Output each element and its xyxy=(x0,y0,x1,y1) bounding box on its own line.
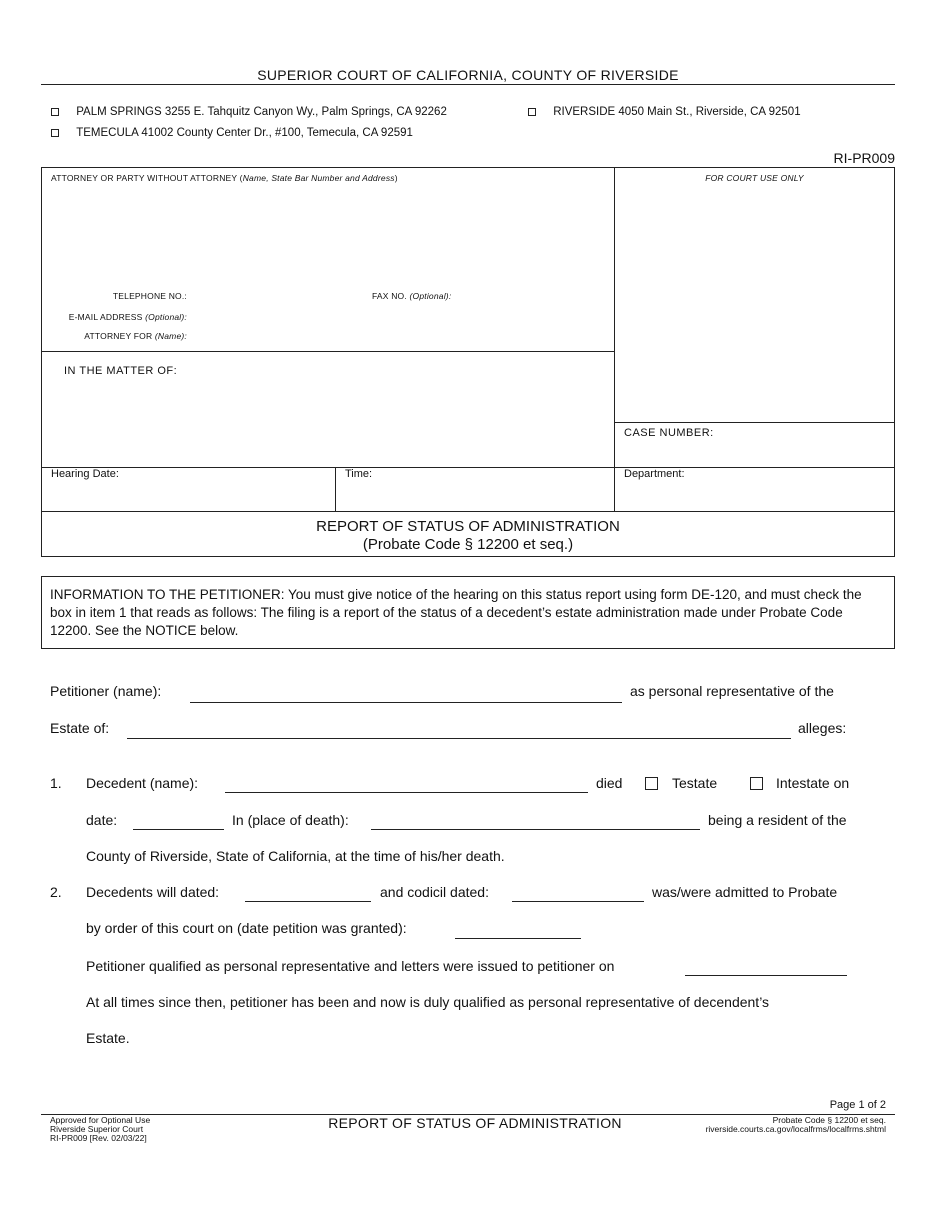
codicil-dated-label: and codicil dated: xyxy=(380,884,489,900)
riverside-checkbox[interactable] xyxy=(528,108,536,116)
decedent-name-field[interactable] xyxy=(225,792,588,793)
intestate-checkbox[interactable] xyxy=(750,775,763,793)
admitted-to-probate-text: was/were admitted to Probate xyxy=(652,884,838,900)
death-date-field[interactable] xyxy=(133,829,224,830)
footer-url[interactable]: riverside.courts.ca.gov/localfrms/localfrms.shtml xyxy=(705,1124,886,1134)
petition-granted-date-field[interactable] xyxy=(455,938,581,939)
hearing-date-label: Hearing Date: xyxy=(51,468,119,480)
letters-issued-date-field[interactable] xyxy=(685,975,847,976)
will-dated-field[interactable] xyxy=(245,901,371,902)
time-box[interactable] xyxy=(335,467,615,512)
being-resident-text: being a resident of the xyxy=(708,812,847,828)
footer-rev: RI-PR009 [Rev. 02/03/22] xyxy=(50,1133,147,1143)
alleges-text: alleges: xyxy=(798,720,847,736)
item-2-number: 2. xyxy=(50,884,62,900)
court-use-box xyxy=(614,167,895,423)
location-riverside xyxy=(528,106,801,118)
died-text: died xyxy=(596,775,623,791)
by-order-label: by order of this court on (date petition was granted): xyxy=(86,920,407,936)
case-number-label: CASE NUMBER: xyxy=(624,427,714,439)
attorney-box[interactable] xyxy=(41,167,615,352)
item-1-number: 1. xyxy=(50,775,62,791)
estate-of-field[interactable] xyxy=(127,738,791,739)
attorney-for-label: ATTORNEY FOR (Name): xyxy=(84,331,187,341)
testate-label: Testate xyxy=(672,775,718,791)
palm-springs-checkbox[interactable] xyxy=(51,108,59,116)
footer-title: REPORT OF STATUS OF ADMINISTRATION xyxy=(328,1115,622,1131)
location-name: TEMECULA xyxy=(76,127,139,139)
location-temecula xyxy=(51,127,413,139)
department-label: Department: xyxy=(624,468,685,480)
footer-court: Riverside Superior Court xyxy=(50,1124,144,1134)
footer-right xyxy=(706,1116,886,1134)
footer-code-ref: Probate Code § 12200 et seq. xyxy=(772,1115,886,1125)
location-name: RIVERSIDE xyxy=(553,106,616,118)
place-of-death-field[interactable] xyxy=(371,829,700,830)
form-number: RI-PR009 xyxy=(833,150,895,166)
court-title: SUPERIOR COURT OF CALIFORNIA, COUNTY OF RIVERSIDE xyxy=(257,67,679,83)
location-palm-springs xyxy=(51,106,447,118)
attorney-label: ATTORNEY OR PARTY WITHOUT ATTORNEY (Name, State Bar Number and Address) xyxy=(51,173,398,183)
location-address: 4050 Main St., Riverside, CA 92501 xyxy=(618,106,801,118)
form-subtitle: (Probate Code § 12200 et seq.) xyxy=(362,536,574,553)
info-text: INFORMATION TO THE PETITIONER: You must give notice of the hearing on this status report using form DE-120, and must check the box in item 1 that reads as follows: The filing is a report of the status of a decedent’s estate administration made under Probate Code 12200. See the NOTICE below. xyxy=(50,587,862,638)
at-all-times-text: At all times since then, petitioner has been and now is duly qualified as personal representative of decendent’s xyxy=(86,994,770,1010)
form-title-box xyxy=(41,511,895,557)
as-personal-rep-text: as personal representative of the xyxy=(630,683,834,699)
email-label: E-MAIL ADDRESS (Optional): xyxy=(68,312,187,322)
decedent-label: Decedent (name): xyxy=(86,775,199,791)
location-address: 3255 E. Tahquitz Canyon Wy., Palm Springs, CA 92262 xyxy=(164,106,447,118)
footer-approved: Approved for Optional Use xyxy=(50,1115,151,1125)
testate-checkbox[interactable] xyxy=(645,775,658,793)
estate-of-label: Estate of: xyxy=(50,720,110,736)
telephone-label: TELEPHONE NO.: xyxy=(112,291,187,301)
petitioner-name-field[interactable] xyxy=(190,702,622,703)
court-use-label: FOR COURT USE ONLY xyxy=(705,173,804,183)
place-of-death-label: In (place of death): xyxy=(232,812,349,828)
fax-label: FAX NO. (Optional): xyxy=(372,291,452,301)
form-title: REPORT OF STATUS OF ADMINISTRATION xyxy=(316,518,620,535)
petitioner-label: Petitioner (name): xyxy=(50,683,162,699)
matter-label: IN THE MATTER OF: xyxy=(64,365,178,377)
will-dated-label: Decedents will dated: xyxy=(86,884,220,900)
temecula-checkbox[interactable] xyxy=(51,129,59,137)
estate-end-text: Estate. xyxy=(86,1030,130,1046)
codicil-dated-field[interactable] xyxy=(512,901,644,902)
death-date-label: date: xyxy=(86,812,118,828)
page-number: Page 1 of 2 xyxy=(829,1099,886,1111)
time-label: Time: xyxy=(345,468,373,480)
location-address: 41002 County Center Dr., #100, Temecula, CA 92591 xyxy=(141,127,413,139)
county-line-text: County of Riverside, State of California, at the time of his/her death. xyxy=(86,848,505,864)
location-name: PALM SPRINGS xyxy=(76,106,162,118)
intestate-label: Intestate on xyxy=(776,775,850,791)
qualified-label: Petitioner qualified as personal representative and letters were issued to petitioner on xyxy=(86,958,615,974)
header-divider xyxy=(41,84,895,85)
info-box xyxy=(41,576,895,649)
